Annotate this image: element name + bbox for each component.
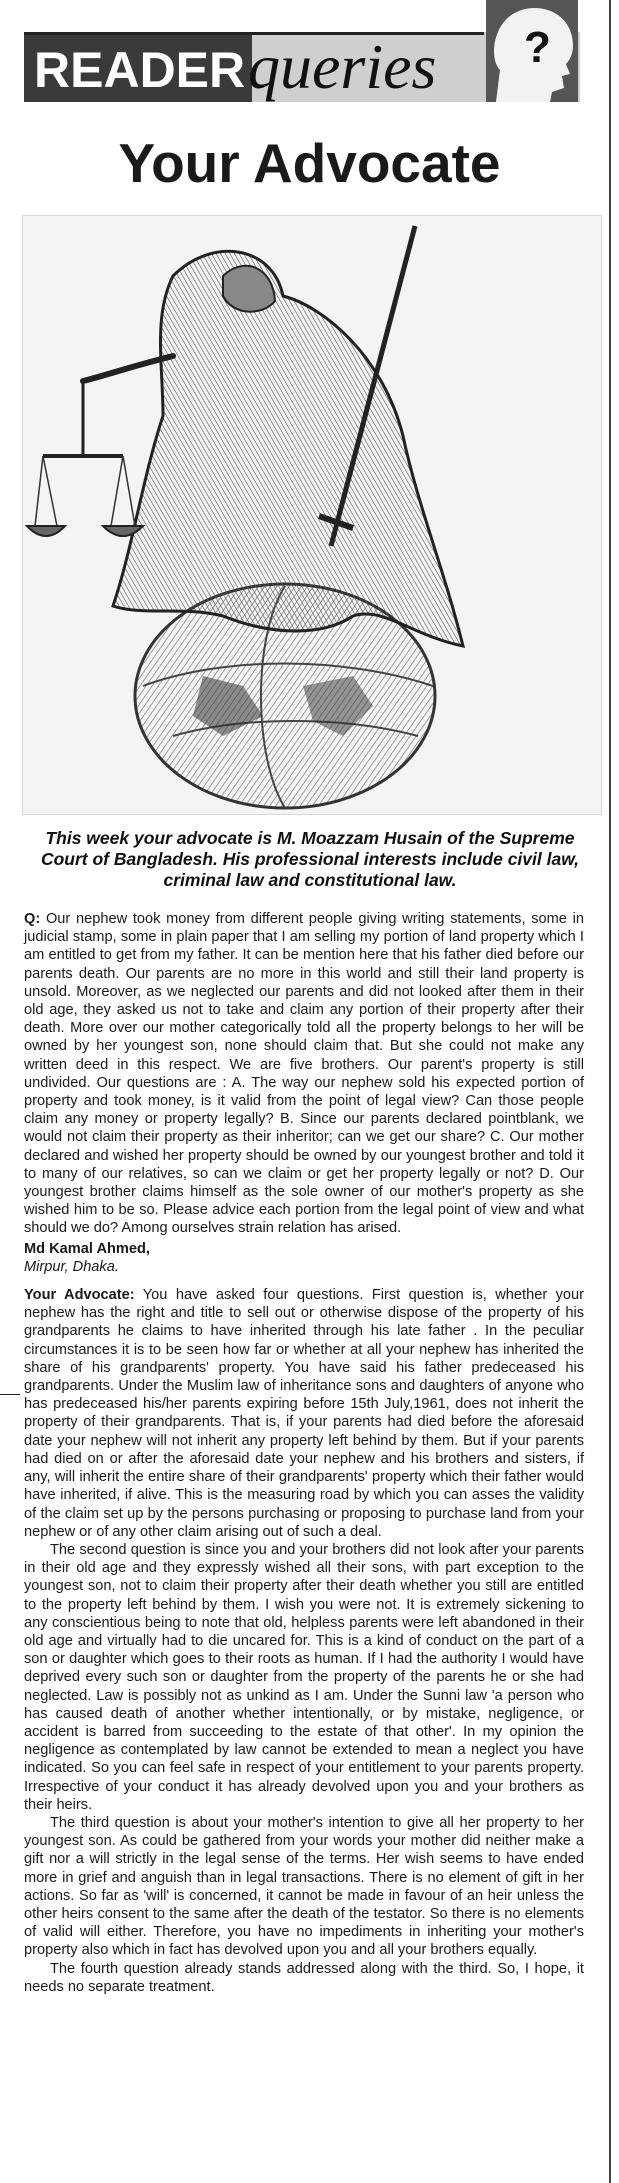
head-question-icon: [486, 0, 578, 102]
question-mark: ?: [524, 23, 551, 72]
margin-mark: [0, 1394, 20, 1395]
article-body: [24, 910, 584, 1996]
banner-reader-word: READER: [34, 42, 246, 98]
answer-paragraph-2: The second question is since you and your brothers did not look after your parents in their old age and they expressly wished all their sons, with part exception to the youngest son, not to claim their property after their death whether you still are entitled to the property left behind by them. I wish you were not. It is extremely sickening to any conscientious being to note that old, helpless parents were left abandoned in their old age and virtually had to die uncared for. This is a kind of conduct on the part of a son or daughter which goes to their roots as human. If I had the authority I would have deprived every such son or daughter from the property of the parents he or she had neglected. Law is possibly not as unkind as I am. Under the Sunni law 'a person who has caused death of another whether intentionally, or by mistake, negligence, or accident is barred from succeeding to the estate of that other'. In my opinion the negligence as contemplated by law cannot be extended to mean a neglect you have indicated. So you can feel safe in respect of your entitlement to your parents property. Irrespective of your conduct it has already devolved upon you and your brothers as their heirs.: [24, 1541, 584, 1813]
question-text: Our nephew took money from different people giving writing statements, some in judicial stamp, some in plain paper that I am selling my portion of land property which I am entitled to get from my father. It can be mention here that his father died before our parents death. Our parents are no more in this world and still their land property is unsold. Moreover, as we neglected our parents and did not looked after them in their old age, they asked us not to take and claim any portion of their property after their death. More over our mother categorically told all the property belongs to her will be owned by her youngest son, none should claim that. But she could not make any written deed in this respect. We are five brothers. Our parent's property is still undivided. Our questions are : A. The way our nephew sold his expected portion of property and took money, is it valid from the point of legal view? Can those people claim any money or property legally? B. Since our parents declared pointblank, we would not claim their property as their inheritor; can we get our share? C. Our mother declared and wished her property should be owned by our youngest brother and told it to many of our relatives, so can we claim or get her property legally or not? D. Our youngest brother claims himself as the sole owner of our mother's property as she wished him to be so. Please advice each portion from the legal point of view and what should we do? Among ourselves strain relation has arised.: [24, 911, 584, 1237]
column-rule: [609, 0, 611, 2183]
question-place: Mirpur, Dhaka.: [24, 1258, 119, 1275]
intro-text-before: This week your advocate is: [45, 828, 277, 848]
question-paragraph: [24, 910, 584, 1238]
question-author: Md Kamal Ahmed,: [24, 1240, 150, 1257]
advocate-name: M. Moazzam Husain: [276, 828, 443, 848]
intro-text-after: of the Supreme Court of Bangladesh. His professional interests include civil law, criminal law and constitutional law.: [40, 828, 580, 890]
page-title: Your Advocate: [118, 132, 501, 194]
question-label: Q:: [24, 911, 41, 927]
banner-queries-word: queries: [248, 31, 437, 102]
answer-paragraph-1: [24, 1286, 584, 1541]
lady-justice-illustration: [22, 215, 602, 815]
answer-text-1: You have asked four questions. First question is, whether your nephew has the right and title to sell out or otherwise dispose of the property of his grandparents he claims to have inherited through his late father . In the peculiar circumstances it is to be seen how far or whether at all your nephew has inherited the share of his grandparents' property. You have said his father predeceased his grandparents. Under the Muslim law of inheritance sons and daughters of anyone who has predeceased his/her parents expiring before 15th July,1961, does not inherit the property of their grandparents. That is, if your parents had died before the aforesaid date your nephew will not inherit any property left behind by them. But if your parents had died on or after the aforesaid date your nephew and his brothers and sisters, if any, will inherit the entire share of their grandparents' property which their father would have inherited, if alive. This is the measuring road by which you can asses the validity of the claim set up by the persons purchasing or proposing to purchase land from your nephew or of any other claim arising out of such a deal.: [24, 1287, 584, 1540]
answer-label: Your Advocate:: [24, 1287, 135, 1304]
answer-paragraph-3: The third question is about your mother's intention to give all her property to her youngest son. As could be gathered from your words your mother did neither make a gift nor a will strictly in the legal sense of the terms. Her wish seems to have ended more in grief and anguish than in legal transactions. There is no element of gift in her actions. So far as 'will' is concerned, it cannot be made in favour of an heir unless the other heirs consent to the same after the death of the testator. So there is no elements of valid will either. Therefore, you have no impediments in inheriting your mother's property also which in fact has devolved upon you and all your brothers equally.: [24, 1814, 584, 1959]
advocate-intro: [40, 828, 580, 891]
answer-paragraph-4: The fourth question already stands addressed along with the third. So, I hope, it needs no separate treatment.: [24, 1960, 584, 1995]
